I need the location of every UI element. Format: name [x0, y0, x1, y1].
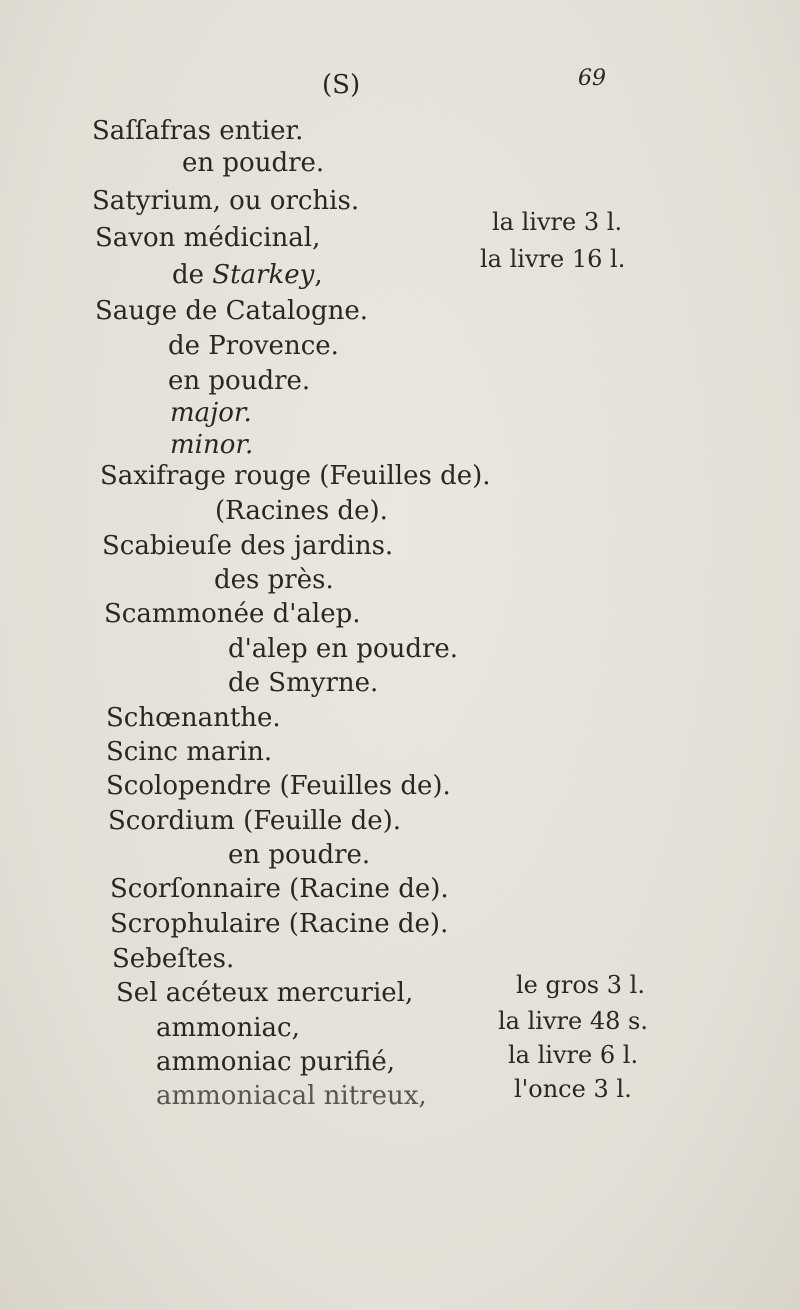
entry-0: Saſſafras entier. [92, 116, 304, 146]
price-2: le gros 3 l. [516, 971, 645, 999]
entry-16: de Smyrne. [228, 668, 379, 698]
entry-21: en poudre. [228, 840, 371, 870]
entry-27: ammoniac purifié, [156, 1047, 395, 1077]
entry-1: en poudre. [182, 148, 325, 178]
entry-6: de Provence. [168, 331, 339, 361]
entry-26: ammoniac, [156, 1013, 300, 1043]
entry-23: Scrophulaire (Racine de). [110, 909, 449, 939]
price-3: la livre 48 s. [498, 1007, 648, 1035]
section-letter: (S) [322, 70, 361, 100]
price-1: la livre 16 l. [480, 245, 626, 273]
entry-22: Scorſonnaire (Racine de). [110, 874, 449, 904]
entry-8: major. [170, 398, 252, 428]
entry-28: ammoniacal nitreux, [156, 1081, 427, 1111]
entry-5: Sauge de Catalogne. [95, 296, 368, 326]
entry-12: Scabieuſe des jardins. [102, 531, 394, 561]
entry-9: minor. [170, 430, 254, 460]
entry-20: Scordium (Feuille de). [108, 806, 402, 836]
entry-3: Savon médicinal, [95, 223, 321, 253]
price-5: l'once 3 l. [514, 1075, 632, 1103]
entry-25: Sel acéteux mercuriel, [116, 978, 414, 1008]
entry-19: Scolopendre (Feuilles de). [106, 771, 451, 801]
entry-18: Scinc marin. [106, 737, 273, 767]
price-0: la livre 3 l. [492, 208, 623, 236]
entry-11: (Racines de). [215, 496, 388, 526]
price-4: la livre 6 l. [508, 1041, 639, 1069]
entry-10: Saxifrage rouge (Feuilles de). [100, 461, 491, 491]
page-number: 69 [578, 66, 606, 91]
entry-13: des près. [214, 565, 334, 595]
entry-4: de Starkey, [172, 260, 323, 290]
entry-24: Sebeſtes. [112, 944, 235, 974]
entry-2: Satyrium, ou orchis. [92, 186, 360, 216]
entry-17: Schœnanthe. [106, 703, 281, 733]
entry-15: d'alep en poudre. [228, 634, 459, 664]
entry-7: en poudre. [168, 366, 311, 396]
entry-14: Scammonée d'alep. [104, 599, 361, 629]
